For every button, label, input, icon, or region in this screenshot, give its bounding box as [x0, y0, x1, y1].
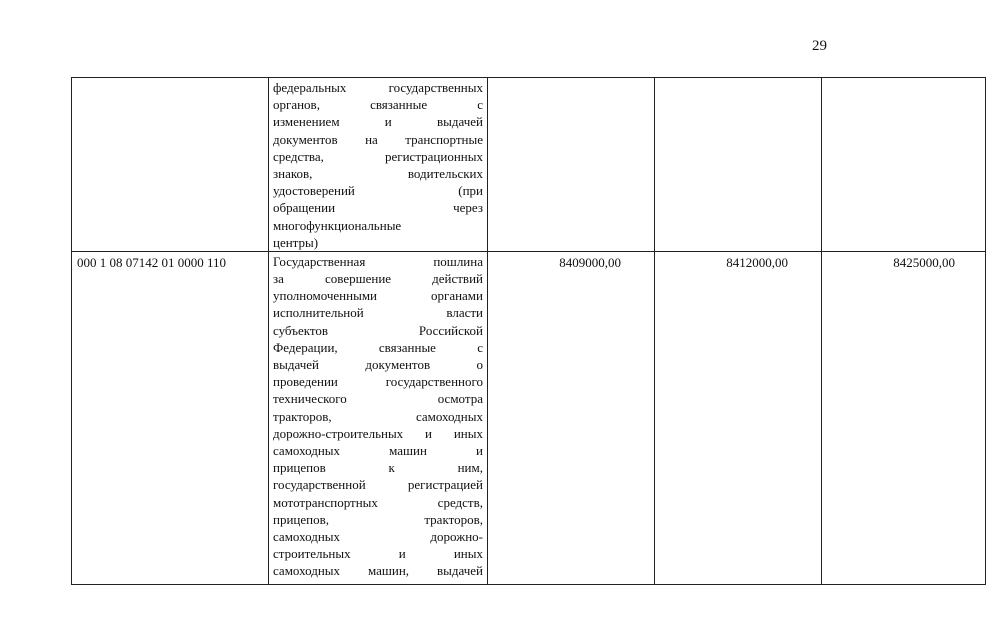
budget-code-cell: 000 1 08 07142 01 0000 110	[72, 251, 269, 584]
revenue-name-line: субъектов Российской	[273, 322, 483, 338]
amount-cell-year-2: 8412000,00	[655, 251, 822, 584]
revenue-name-line: центры)	[273, 234, 319, 250]
revenue-name-line: обращении через	[273, 200, 483, 216]
revenue-name-line: Федерации, связанные с	[273, 339, 483, 355]
revenue-name-line: федеральных государственных	[273, 80, 483, 95]
revenue-name-line: документов на транспортные	[273, 131, 483, 147]
revenue-name-line: проведении государственного	[273, 374, 483, 390]
revenue-name-line: технического осмотра	[273, 391, 483, 407]
revenue-name-line: органов, связанные с	[273, 97, 483, 113]
revenue-name-line: выдачей документов о	[273, 357, 483, 372]
revenue-name-line: изменением и выдачей	[273, 114, 483, 130]
amount-cell-year-2	[655, 78, 822, 252]
revenue-name-cell	[269, 251, 488, 584]
revenue-name-line: дорожно-строительных и иных	[273, 425, 483, 441]
revenue-name-line: исполнительной власти	[273, 305, 483, 321]
revenue-name-line: мототранспортных средств,	[273, 494, 483, 510]
revenue-name-line: многофункциональные	[273, 217, 402, 233]
amount-cell-year-3	[822, 78, 986, 252]
revenue-name-line: Государственная пошлина	[273, 253, 483, 269]
revenue-name-line: прицепов к ним,	[273, 460, 483, 476]
revenue-name-line: строительных и иных	[273, 546, 483, 562]
budget-code-cell	[72, 78, 269, 252]
amount-cell-year-3: 8425000,00	[822, 251, 986, 584]
revenue-name-line: уполномоченными органами	[273, 288, 483, 304]
revenue-name-line: самоходных машин, выдачей	[273, 563, 483, 579]
revenue-name-line: тракторов, самоходных	[273, 408, 483, 424]
amount-cell-year-1	[488, 78, 655, 252]
budget-revenue-table	[71, 77, 986, 585]
revenue-name-line: за совершение действий	[273, 271, 483, 287]
page-number: 29	[812, 38, 827, 54]
revenue-name-cell	[269, 78, 488, 252]
table-row	[72, 78, 986, 252]
revenue-name-line: удостоверений (при	[273, 183, 483, 199]
revenue-name-line: средства, регистрационных	[273, 148, 483, 164]
amount-cell-year-1: 8409000,00	[488, 251, 655, 584]
revenue-name-line: прицепов, тракторов,	[273, 511, 483, 527]
revenue-name-line: самоходных дорожно-	[273, 528, 483, 544]
revenue-name-line: государственной регистрацией	[273, 477, 483, 493]
revenue-name-line: знаков, водительских	[273, 165, 483, 181]
table-row	[72, 251, 986, 584]
revenue-name-line: самоходных машин и	[273, 442, 483, 458]
